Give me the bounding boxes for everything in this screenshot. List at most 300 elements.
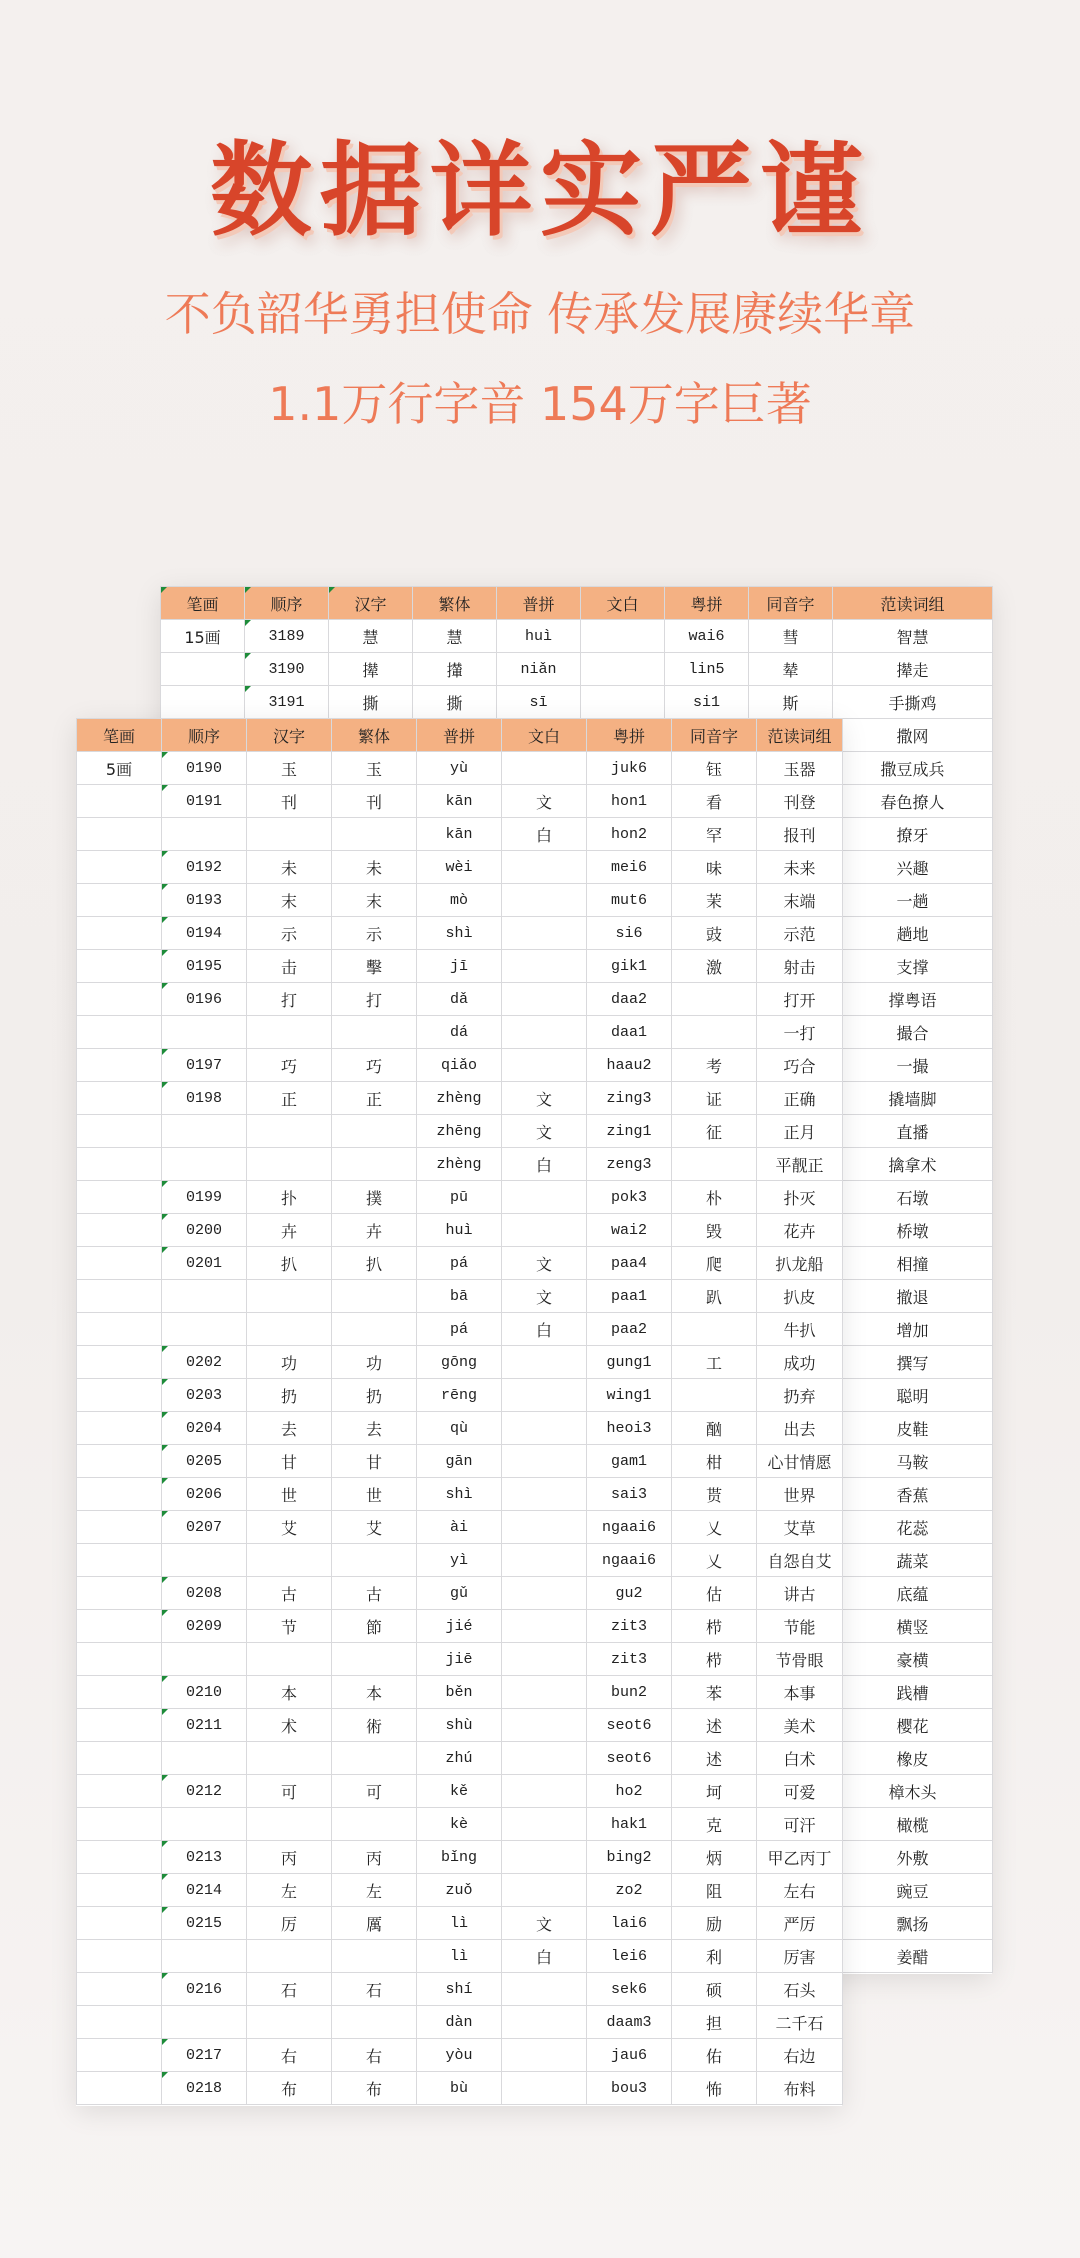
front-cell-jyutping[interactable]: lei6 (587, 1940, 672, 1973)
back-cell-example[interactable]: 姜醋 (833, 1940, 993, 1973)
front-cell-example[interactable]: 刊登 (757, 785, 843, 818)
front-cell-traditional[interactable] (332, 1643, 417, 1676)
front-cell-traditional[interactable]: 布 (332, 2072, 417, 2105)
front-cell-wenbai[interactable] (502, 851, 587, 884)
front-header-traditional[interactable]: 繁体 (332, 719, 417, 752)
front-cell-order[interactable]: 0200 (162, 1214, 247, 1247)
front-cell-jyutping[interactable]: paa1 (587, 1280, 672, 1313)
front-cell-hanzi[interactable]: 玉 (247, 752, 332, 785)
front-cell-jyutping[interactable]: jau6 (587, 2039, 672, 2072)
front-cell-pinyin[interactable]: ài (417, 1511, 502, 1544)
back-cell-example[interactable]: 豌豆 (833, 1874, 993, 1907)
front-cell-order[interactable]: 0192 (162, 851, 247, 884)
front-cell-stroke[interactable] (77, 1313, 162, 1346)
front-cell-hanzi[interactable]: 世 (247, 1478, 332, 1511)
front-cell-stroke[interactable] (77, 1610, 162, 1643)
front-cell-traditional[interactable]: 可 (332, 1775, 417, 1808)
front-cell-pinyin[interactable]: bā (417, 1280, 502, 1313)
front-cell-wenbai[interactable] (502, 1049, 587, 1082)
front-cell-homophone[interactable]: 毁 (672, 1214, 757, 1247)
front-cell-stroke[interactable] (77, 1280, 162, 1313)
front-cell-wenbai[interactable] (502, 950, 587, 983)
front-cell-pinyin[interactable]: yù (417, 752, 502, 785)
front-cell-jyutping[interactable]: bun2 (587, 1676, 672, 1709)
back-cell-example[interactable]: 撵走 (833, 653, 993, 686)
front-cell-example[interactable]: 二千石 (757, 2006, 843, 2039)
back-cell-example[interactable]: 撑粤语 (833, 983, 993, 1016)
front-cell-hanzi[interactable]: 扑 (247, 1181, 332, 1214)
front-cell-jyutping[interactable]: bing2 (587, 1841, 672, 1874)
front-cell-homophone[interactable] (672, 1313, 757, 1346)
front-cell-hanzi[interactable]: 丙 (247, 1841, 332, 1874)
front-cell-hanzi[interactable]: 正 (247, 1082, 332, 1115)
front-cell-example[interactable]: 世界 (757, 1478, 843, 1511)
front-cell-order[interactable]: 0195 (162, 950, 247, 983)
back-cell-example[interactable]: 相撞 (833, 1247, 993, 1280)
front-cell-jyutping[interactable]: sek6 (587, 1973, 672, 2006)
front-header-pinyin[interactable]: 普拼 (417, 719, 502, 752)
back-cell-hanzi[interactable]: 慧 (329, 620, 413, 653)
front-cell-homophone[interactable]: 估 (672, 1577, 757, 1610)
front-cell-example[interactable]: 末端 (757, 884, 843, 917)
front-cell-example[interactable]: 白术 (757, 1742, 843, 1775)
front-cell-pinyin[interactable]: jiē (417, 1643, 502, 1676)
back-cell-homophone[interactable]: 辇 (749, 653, 833, 686)
front-cell-pinyin[interactable]: jī (417, 950, 502, 983)
front-cell-jyutping[interactable]: heoi3 (587, 1412, 672, 1445)
front-cell-jyutping[interactable]: hon1 (587, 785, 672, 818)
front-cell-example[interactable]: 厉害 (757, 1940, 843, 1973)
front-cell-wenbai[interactable] (502, 983, 587, 1016)
back-cell-example[interactable]: 撬墙脚 (833, 1082, 993, 1115)
front-cell-wenbai[interactable] (502, 1346, 587, 1379)
front-cell-order[interactable]: 0216 (162, 1973, 247, 2006)
back-cell-jyutping[interactable]: wai6 (665, 620, 749, 653)
back-cell-example[interactable]: 横竖 (833, 1610, 993, 1643)
front-cell-pinyin[interactable]: zhēng (417, 1115, 502, 1148)
front-cell-traditional[interactable]: 世 (332, 1478, 417, 1511)
front-cell-order[interactable]: 0203 (162, 1379, 247, 1412)
back-cell-example[interactable]: 撰写 (833, 1346, 993, 1379)
front-cell-stroke[interactable] (77, 818, 162, 851)
front-cell-order[interactable]: 0193 (162, 884, 247, 917)
front-cell-stroke[interactable] (77, 1148, 162, 1181)
front-cell-homophone[interactable]: 茉 (672, 884, 757, 917)
front-cell-example[interactable]: 射击 (757, 950, 843, 983)
front-cell-homophone[interactable]: 述 (672, 1709, 757, 1742)
front-cell-order[interactable] (162, 1115, 247, 1148)
front-cell-pinyin[interactable]: shí (417, 1973, 502, 2006)
front-cell-example[interactable]: 右边 (757, 2039, 843, 2072)
front-cell-homophone[interactable]: 乂 (672, 1544, 757, 1577)
front-cell-order[interactable]: 0205 (162, 1445, 247, 1478)
front-cell-order[interactable]: 0214 (162, 1874, 247, 1907)
front-cell-hanzi[interactable]: 未 (247, 851, 332, 884)
front-cell-stroke[interactable] (77, 1247, 162, 1280)
back-cell-example[interactable]: 撩牙 (833, 818, 993, 851)
front-cell-wenbai[interactable] (502, 1973, 587, 2006)
front-cell-traditional[interactable]: 右 (332, 2039, 417, 2072)
front-cell-pinyin[interactable]: dá (417, 1016, 502, 1049)
front-cell-example[interactable]: 巧合 (757, 1049, 843, 1082)
front-cell-order[interactable]: 0213 (162, 1841, 247, 1874)
front-cell-hanzi[interactable] (247, 2006, 332, 2039)
front-cell-stroke[interactable] (77, 1643, 162, 1676)
front-cell-order[interactable]: 0194 (162, 917, 247, 950)
front-cell-stroke[interactable] (77, 851, 162, 884)
front-cell-pinyin[interactable]: kān (417, 785, 502, 818)
back-cell-example[interactable]: 一撮 (833, 1049, 993, 1082)
front-cell-homophone[interactable]: 征 (672, 1115, 757, 1148)
front-cell-hanzi[interactable]: 巧 (247, 1049, 332, 1082)
back-cell-order[interactable]: 3189 (245, 620, 329, 653)
front-cell-example[interactable]: 玉器 (757, 752, 843, 785)
back-cell-homophone[interactable]: 彗 (749, 620, 833, 653)
front-cell-stroke[interactable] (77, 2072, 162, 2105)
front-cell-example[interactable]: 牛扒 (757, 1313, 843, 1346)
front-cell-jyutping[interactable]: paa4 (587, 1247, 672, 1280)
front-cell-order[interactable]: 0199 (162, 1181, 247, 1214)
front-cell-traditional[interactable]: 打 (332, 983, 417, 1016)
front-cell-example[interactable]: 打开 (757, 983, 843, 1016)
back-cell-hanzi[interactable]: 撵 (329, 653, 413, 686)
front-cell-example[interactable]: 心甘情愿 (757, 1445, 843, 1478)
back-cell-example[interactable]: 践槽 (833, 1676, 993, 1709)
back-cell-stroke[interactable] (161, 653, 245, 686)
front-cell-jyutping[interactable]: hak1 (587, 1808, 672, 1841)
front-cell-hanzi[interactable]: 去 (247, 1412, 332, 1445)
front-cell-jyutping[interactable]: mei6 (587, 851, 672, 884)
front-cell-order[interactable]: 0190 (162, 752, 247, 785)
front-cell-wenbai[interactable] (502, 1709, 587, 1742)
back-cell-example[interactable]: 撮合 (833, 1016, 993, 1049)
front-cell-jyutping[interactable]: hon2 (587, 818, 672, 851)
front-cell-wenbai[interactable]: 文 (502, 785, 587, 818)
front-cell-wenbai[interactable] (502, 1775, 587, 1808)
front-cell-traditional[interactable]: 撲 (332, 1181, 417, 1214)
front-cell-homophone[interactable]: 朴 (672, 1181, 757, 1214)
front-cell-hanzi[interactable]: 卉 (247, 1214, 332, 1247)
front-cell-traditional[interactable]: 刊 (332, 785, 417, 818)
front-cell-homophone[interactable]: 豉 (672, 917, 757, 950)
front-cell-pinyin[interactable]: pū (417, 1181, 502, 1214)
front-cell-hanzi[interactable] (247, 1313, 332, 1346)
back-cell-pinyin[interactable]: niǎn (497, 653, 581, 686)
back-cell-example[interactable]: 飘扬 (833, 1907, 993, 1940)
front-cell-example[interactable]: 成功 (757, 1346, 843, 1379)
front-cell-jyutping[interactable]: lai6 (587, 1907, 672, 1940)
back-cell-example[interactable]: 趟地 (833, 917, 993, 950)
back-cell-example[interactable]: 石墩 (833, 1181, 993, 1214)
back-header-hanzi[interactable]: 汉字 (329, 587, 413, 620)
front-cell-hanzi[interactable]: 右 (247, 2039, 332, 2072)
front-cell-jyutping[interactable]: zo2 (587, 1874, 672, 1907)
front-cell-jyutping[interactable]: daa1 (587, 1016, 672, 1049)
front-cell-hanzi[interactable]: 击 (247, 950, 332, 983)
front-cell-example[interactable]: 自怨自艾 (757, 1544, 843, 1577)
back-cell-wenbai[interactable] (581, 653, 665, 686)
front-cell-pinyin[interactable]: lì (417, 1907, 502, 1940)
front-cell-wenbai[interactable] (502, 1445, 587, 1478)
front-cell-jyutping[interactable]: pok3 (587, 1181, 672, 1214)
front-cell-example[interactable]: 讲古 (757, 1577, 843, 1610)
front-cell-traditional[interactable]: 巧 (332, 1049, 417, 1082)
back-cell-pinyin[interactable]: sī (497, 686, 581, 719)
front-cell-order[interactable] (162, 1808, 247, 1841)
front-cell-stroke[interactable] (77, 884, 162, 917)
front-cell-pinyin[interactable]: lì (417, 1940, 502, 1973)
front-cell-hanzi[interactable] (247, 1115, 332, 1148)
front-cell-pinyin[interactable]: běn (417, 1676, 502, 1709)
front-cell-pinyin[interactable]: gǔ (417, 1577, 502, 1610)
front-cell-homophone[interactable]: 证 (672, 1082, 757, 1115)
front-cell-homophone[interactable]: 激 (672, 950, 757, 983)
front-cell-pinyin[interactable]: yòu (417, 2039, 502, 2072)
front-cell-jyutping[interactable]: wai2 (587, 1214, 672, 1247)
front-cell-stroke[interactable] (77, 1544, 162, 1577)
front-cell-hanzi[interactable]: 古 (247, 1577, 332, 1610)
front-cell-jyutping[interactable]: wing1 (587, 1379, 672, 1412)
front-cell-jyutping[interactable]: zit3 (587, 1643, 672, 1676)
front-cell-traditional[interactable]: 丙 (332, 1841, 417, 1874)
front-cell-pinyin[interactable]: huì (417, 1214, 502, 1247)
front-cell-jyutping[interactable]: ngaai6 (587, 1544, 672, 1577)
front-cell-hanzi[interactable]: 艾 (247, 1511, 332, 1544)
front-cell-order[interactable] (162, 1643, 247, 1676)
front-cell-hanzi[interactable] (247, 1643, 332, 1676)
front-cell-order[interactable] (162, 2006, 247, 2039)
front-cell-traditional[interactable]: 去 (332, 1412, 417, 1445)
front-cell-jyutping[interactable]: bou3 (587, 2072, 672, 2105)
front-cell-example[interactable]: 美术 (757, 1709, 843, 1742)
front-cell-example[interactable]: 示范 (757, 917, 843, 950)
front-cell-pinyin[interactable]: qiǎo (417, 1049, 502, 1082)
front-cell-hanzi[interactable] (247, 1940, 332, 1973)
back-cell-example[interactable]: 樟木头 (833, 1775, 993, 1808)
back-cell-jyutping[interactable]: si1 (665, 686, 749, 719)
front-cell-homophone[interactable]: 坷 (672, 1775, 757, 1808)
front-cell-homophone[interactable]: 酗 (672, 1412, 757, 1445)
front-cell-homophone[interactable] (672, 1148, 757, 1181)
front-cell-traditional[interactable]: 示 (332, 917, 417, 950)
front-cell-hanzi[interactable]: 扒 (247, 1247, 332, 1280)
front-cell-example[interactable]: 可爱 (757, 1775, 843, 1808)
front-cell-stroke[interactable]: 5画 (77, 752, 162, 785)
front-cell-wenbai[interactable]: 文 (502, 1115, 587, 1148)
front-cell-stroke[interactable] (77, 2006, 162, 2039)
front-cell-jyutping[interactable]: ho2 (587, 1775, 672, 1808)
front-cell-traditional[interactable] (332, 2006, 417, 2039)
front-cell-jyutping[interactable]: mut6 (587, 884, 672, 917)
front-cell-wenbai[interactable] (502, 1610, 587, 1643)
front-cell-wenbai[interactable] (502, 917, 587, 950)
front-cell-order[interactable] (162, 1148, 247, 1181)
front-header-stroke[interactable]: 笔画 (77, 719, 162, 752)
front-cell-hanzi[interactable]: 末 (247, 884, 332, 917)
front-cell-hanzi[interactable] (247, 1808, 332, 1841)
front-cell-jyutping[interactable]: haau2 (587, 1049, 672, 1082)
back-cell-example[interactable]: 撒豆成兵 (833, 752, 993, 785)
front-cell-pinyin[interactable]: kè (417, 1808, 502, 1841)
front-cell-jyutping[interactable]: seot6 (587, 1742, 672, 1775)
front-cell-pinyin[interactable]: zuǒ (417, 1874, 502, 1907)
front-cell-traditional[interactable]: 扔 (332, 1379, 417, 1412)
front-cell-stroke[interactable] (77, 1082, 162, 1115)
front-cell-stroke[interactable] (77, 1874, 162, 1907)
front-cell-order[interactable] (162, 1742, 247, 1775)
front-cell-pinyin[interactable]: shì (417, 917, 502, 950)
front-cell-stroke[interactable] (77, 917, 162, 950)
back-cell-example[interactable]: 聪明 (833, 1379, 993, 1412)
front-cell-traditional[interactable] (332, 1742, 417, 1775)
front-cell-hanzi[interactable]: 节 (247, 1610, 332, 1643)
front-cell-stroke[interactable] (77, 1940, 162, 1973)
front-cell-traditional[interactable] (332, 1280, 417, 1313)
front-header-order[interactable]: 顺序 (162, 719, 247, 752)
front-cell-hanzi[interactable]: 本 (247, 1676, 332, 1709)
front-cell-jyutping[interactable]: gik1 (587, 950, 672, 983)
front-cell-hanzi[interactable]: 左 (247, 1874, 332, 1907)
front-cell-order[interactable]: 0209 (162, 1610, 247, 1643)
front-cell-example[interactable]: 布料 (757, 2072, 843, 2105)
front-cell-homophone[interactable]: 担 (672, 2006, 757, 2039)
front-cell-homophone[interactable]: 励 (672, 1907, 757, 1940)
front-cell-traditional[interactable]: 扒 (332, 1247, 417, 1280)
front-cell-homophone[interactable]: 钰 (672, 752, 757, 785)
back-cell-pinyin[interactable]: huì (497, 620, 581, 653)
back-cell-example[interactable]: 豪横 (833, 1643, 993, 1676)
front-cell-order[interactable] (162, 1313, 247, 1346)
front-cell-homophone[interactable] (672, 1379, 757, 1412)
front-cell-order[interactable]: 0206 (162, 1478, 247, 1511)
front-cell-example[interactable]: 左右 (757, 1874, 843, 1907)
back-cell-example[interactable]: 外敷 (833, 1841, 993, 1874)
front-cell-order[interactable] (162, 1280, 247, 1313)
front-cell-traditional[interactable] (332, 818, 417, 851)
front-cell-example[interactable]: 甲乙丙丁 (757, 1841, 843, 1874)
front-cell-traditional[interactable] (332, 1940, 417, 1973)
front-cell-order[interactable]: 0197 (162, 1049, 247, 1082)
front-cell-traditional[interactable]: 功 (332, 1346, 417, 1379)
front-cell-wenbai[interactable] (502, 1841, 587, 1874)
front-cell-stroke[interactable] (77, 1214, 162, 1247)
front-cell-pinyin[interactable]: pá (417, 1247, 502, 1280)
back-cell-example[interactable]: 樱花 (833, 1709, 993, 1742)
back-cell-example[interactable]: 皮鞋 (833, 1412, 993, 1445)
front-cell-stroke[interactable] (77, 1775, 162, 1808)
front-cell-wenbai[interactable] (502, 2039, 587, 2072)
back-cell-hanzi[interactable]: 撕 (329, 686, 413, 719)
front-cell-wenbai[interactable] (502, 1742, 587, 1775)
front-cell-wenbai[interactable]: 文 (502, 1247, 587, 1280)
front-cell-order[interactable]: 0198 (162, 1082, 247, 1115)
front-cell-pinyin[interactable]: shù (417, 1709, 502, 1742)
front-cell-wenbai[interactable] (502, 1478, 587, 1511)
front-cell-example[interactable]: 一打 (757, 1016, 843, 1049)
front-cell-example[interactable]: 未来 (757, 851, 843, 884)
front-cell-order[interactable] (162, 818, 247, 851)
front-cell-jyutping[interactable]: daam3 (587, 2006, 672, 2039)
front-cell-jyutping[interactable]: daa2 (587, 983, 672, 1016)
front-cell-wenbai[interactable] (502, 2006, 587, 2039)
front-cell-pinyin[interactable]: zhèng (417, 1082, 502, 1115)
front-cell-jyutping[interactable]: zeng3 (587, 1148, 672, 1181)
front-cell-example[interactable]: 正月 (757, 1115, 843, 1148)
front-cell-pinyin[interactable]: dàn (417, 2006, 502, 2039)
front-header-hanzi[interactable]: 汉字 (247, 719, 332, 752)
front-cell-pinyin[interactable]: kě (417, 1775, 502, 1808)
front-cell-stroke[interactable] (77, 1577, 162, 1610)
front-cell-stroke[interactable] (77, 1445, 162, 1478)
front-cell-stroke[interactable] (77, 983, 162, 1016)
back-cell-example[interactable]: 撒网 (833, 719, 993, 752)
front-cell-wenbai[interactable] (502, 1544, 587, 1577)
front-cell-order[interactable]: 0202 (162, 1346, 247, 1379)
front-cell-jyutping[interactable]: gu2 (587, 1577, 672, 1610)
front-cell-jyutping[interactable]: si6 (587, 917, 672, 950)
front-cell-order[interactable]: 0201 (162, 1247, 247, 1280)
front-cell-homophone[interactable]: 栉 (672, 1643, 757, 1676)
front-cell-pinyin[interactable]: jié (417, 1610, 502, 1643)
front-cell-homophone[interactable]: 佑 (672, 2039, 757, 2072)
back-cell-traditional[interactable]: 慧 (413, 620, 497, 653)
front-cell-example[interactable]: 报刊 (757, 818, 843, 851)
front-cell-order[interactable]: 0210 (162, 1676, 247, 1709)
front-cell-homophone[interactable]: 利 (672, 1940, 757, 1973)
front-cell-wenbai[interactable] (502, 1181, 587, 1214)
front-cell-order[interactable] (162, 1940, 247, 1973)
front-cell-order[interactable]: 0191 (162, 785, 247, 818)
back-cell-example[interactable]: 橡皮 (833, 1742, 993, 1775)
front-cell-traditional[interactable]: 甘 (332, 1445, 417, 1478)
front-cell-wenbai[interactable]: 白 (502, 1313, 587, 1346)
front-cell-pinyin[interactable]: gōng (417, 1346, 502, 1379)
front-cell-stroke[interactable] (77, 785, 162, 818)
front-cell-wenbai[interactable] (502, 1016, 587, 1049)
front-cell-pinyin[interactable]: gān (417, 1445, 502, 1478)
front-cell-hanzi[interactable] (247, 1280, 332, 1313)
front-cell-example[interactable]: 花卉 (757, 1214, 843, 1247)
front-cell-pinyin[interactable]: bù (417, 2072, 502, 2105)
back-cell-jyutping[interactable]: lin5 (665, 653, 749, 686)
front-cell-wenbai[interactable] (502, 1214, 587, 1247)
front-cell-stroke[interactable] (77, 1379, 162, 1412)
front-cell-example[interactable]: 出去 (757, 1412, 843, 1445)
front-cell-example[interactable]: 本事 (757, 1676, 843, 1709)
front-cell-stroke[interactable] (77, 1346, 162, 1379)
front-cell-homophone[interactable]: 考 (672, 1049, 757, 1082)
back-cell-example[interactable]: 一趟 (833, 884, 993, 917)
back-header-wenbai[interactable]: 文白 (581, 587, 665, 620)
front-header-wenbai[interactable]: 文白 (502, 719, 587, 752)
front-cell-hanzi[interactable]: 甘 (247, 1445, 332, 1478)
front-cell-hanzi[interactable] (247, 1742, 332, 1775)
front-cell-traditional[interactable] (332, 1115, 417, 1148)
back-cell-example[interactable]: 花蕊 (833, 1511, 993, 1544)
back-cell-example[interactable]: 桥墩 (833, 1214, 993, 1247)
front-cell-traditional[interactable]: 左 (332, 1874, 417, 1907)
front-cell-wenbai[interactable] (502, 1412, 587, 1445)
front-cell-hanzi[interactable]: 扔 (247, 1379, 332, 1412)
front-cell-example[interactable]: 可汗 (757, 1808, 843, 1841)
front-cell-stroke[interactable] (77, 1049, 162, 1082)
front-cell-example[interactable]: 艾草 (757, 1511, 843, 1544)
front-cell-traditional[interactable]: 術 (332, 1709, 417, 1742)
front-cell-stroke[interactable] (77, 1709, 162, 1742)
front-cell-stroke[interactable] (77, 1412, 162, 1445)
back-cell-example[interactable]: 兴趣 (833, 851, 993, 884)
front-cell-example[interactable]: 石头 (757, 1973, 843, 2006)
